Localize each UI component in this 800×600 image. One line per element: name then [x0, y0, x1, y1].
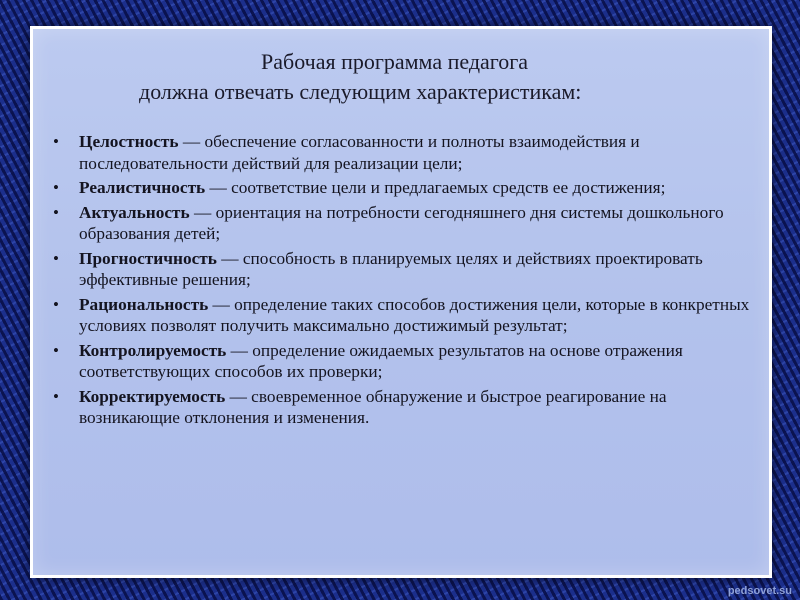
bullet-icon: •: [53, 178, 59, 197]
list-item-relevance: [53, 202, 753, 245]
slide-title-line-1: Рабочая программа педагога: [261, 49, 529, 74]
item-description: — обеспечение согласованности и полноты взаимодействия и последовательности действий для реализации цели;: [79, 132, 640, 173]
characteristics-list: [53, 131, 753, 432]
item-description: — соответствие цели и предлагаемых средств ее достижения;: [205, 178, 666, 197]
list-item-realism: [53, 177, 753, 199]
item-description: — определение ожидаемых результатов на основе отражения соответствующих способов их проверки;: [79, 340, 683, 381]
slide-title-line-2: должна отвечать следующим характеристикам:: [139, 79, 582, 104]
item-term: Актуальность: [79, 202, 190, 222]
item-description: — способность в планируемых целях и действиях проектировать эффективные решения;: [79, 248, 703, 289]
item-term: Контролируемость: [79, 340, 227, 360]
list-item-rationality: [53, 294, 753, 337]
bullet-icon: •: [53, 340, 59, 360]
watermark: pedsovet.su: [727, 585, 792, 597]
item-term: Реалистичность: [79, 178, 206, 197]
slide-panel: [30, 26, 772, 578]
item-term: Прогностичность: [79, 248, 217, 268]
list-item-correctability: [53, 386, 753, 429]
list-item-integrity: [53, 131, 753, 174]
bullet-icon: •: [53, 132, 59, 151]
item-description: — ориентация на потребности сегодняшнего дня системы дошкольного образования детей;: [79, 202, 724, 243]
slide-title: [33, 47, 769, 107]
item-description: — своевременное обнаружение и быстрое реагирование на возникающие отклонения и изменения.: [79, 386, 667, 427]
bullet-icon: •: [53, 294, 59, 314]
bullet-icon: •: [53, 386, 59, 406]
bullet-icon: •: [53, 248, 59, 268]
item-term: Корректируемость: [79, 386, 226, 406]
item-description: — определение таких способов достижения цели, которые в конкретных условиях позволят получить максимально достижимый результат;: [79, 294, 750, 335]
item-term: Целостность: [79, 132, 179, 151]
list-item-controllability: [53, 340, 753, 383]
list-item-predictiveness: [53, 248, 753, 291]
bullet-icon: •: [53, 202, 59, 222]
item-term: Рациональность: [79, 294, 209, 314]
